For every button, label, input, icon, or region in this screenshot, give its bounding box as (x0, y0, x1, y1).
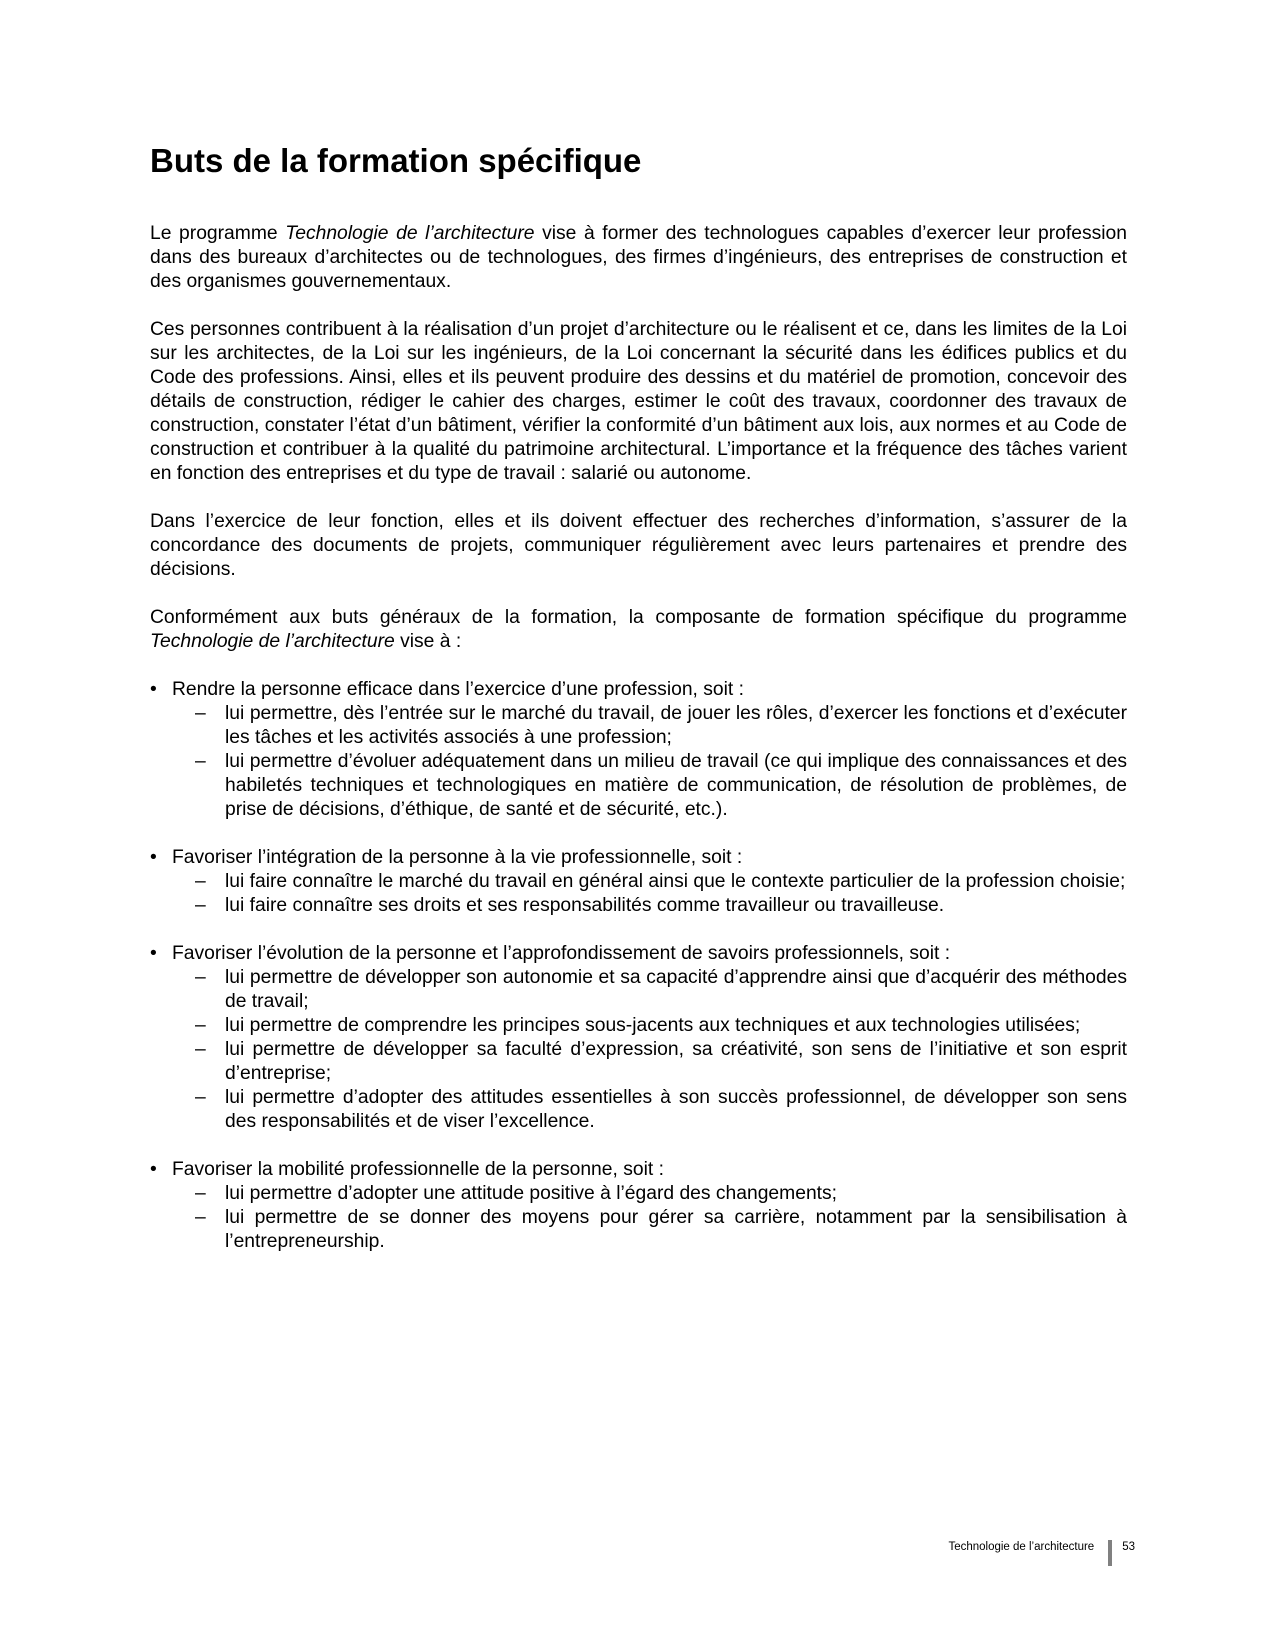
sub-item (172, 966, 1127, 1014)
sub-item (172, 1086, 1127, 1134)
sub-item (172, 1014, 1127, 1038)
dash-icon: – (195, 966, 206, 988)
page-footer (948, 1540, 1135, 1566)
sub-item (172, 750, 1127, 822)
page-content (150, 140, 1127, 1278)
goal-item (150, 678, 1127, 822)
goal-label: Favoriser l’intégration de la personne à la vie professionnelle, soit : (172, 846, 743, 868)
dash-icon: – (195, 1086, 206, 1108)
sub-item-text: lui permettre d’adopter des attitudes essentielles à son succès professionnel, de développer son sens des responsabilités et de viser l’excellence. (225, 1086, 1127, 1132)
sub-item (172, 702, 1127, 750)
bullet-icon: • (150, 678, 157, 700)
bullet-icon: • (150, 1158, 157, 1180)
footer-document-title: Technologie de l’architecture (948, 1541, 1095, 1553)
goal-label: Rendre la personne efficace dans l’exercice d’une profession, soit : (172, 678, 744, 700)
sub-item-text: lui faire connaître ses droits et ses responsabilités comme travailleur ou travailleuse. (225, 894, 945, 916)
responsibilities-paragraph: Ces personnes contribuent à la réalisation d’un projet d’architecture ou le réalisent et ce, dans les limites de la Loi sur les architectes, de la Loi sur les ingénieurs, de la Loi concernant la sécurité dans les édifices publics et du Code des professions. Ainsi, elles et ils peuvent produire des dessins et du matériel de promotion, concevoir des détails de construction, rédiger le cahier des charges, estimer le coût des travaux, coordonner des travaux de construction, constater l’état d’un bâtiment, vérifier la conformité d’un bâtiment aux lois, aux normes et au Code de construction et contribuer à la qualité du patrimoine architectural. L’importance et la fréquence des tâches varient en fonction des entreprises et du type de travail : salarié ou autonome. (150, 318, 1127, 484)
sub-item-text: lui permettre de comprendre les principes sous-jacents aux techniques et aux technologies utilisées; (225, 1014, 1081, 1036)
sub-item (172, 1206, 1127, 1254)
sub-item (172, 1182, 1127, 1206)
bullet-icon: • (150, 942, 157, 964)
sub-item (172, 870, 1127, 894)
sub-item-text: lui permettre de se donner des moyens pour gérer sa carrière, notamment par la sensibilisation à l’entrepreneurship. (225, 1206, 1127, 1252)
footer-separator (1108, 1540, 1112, 1566)
sub-item-text: lui permettre d’évoluer adéquatement dans un milieu de travail (ce qui implique des connaissances et des habiletés techniques et technologiques en matière de communication, de résolution de problèmes, de prise de décisions, d’éthique, de santé et de sécurité, etc.). (225, 750, 1127, 820)
sub-item (172, 894, 1127, 918)
sub-item-text: lui faire connaître le marché du travail en général ainsi que le contexte particulier de la profession choisie; (225, 870, 1126, 892)
sub-item (172, 1038, 1127, 1086)
goal-label: Favoriser l’évolution de la personne et l’approfondissement de savoirs professionnels, soit : (172, 942, 951, 964)
dash-icon: – (195, 1206, 206, 1228)
goal-item (150, 1158, 1127, 1254)
goals-intro-before: Conformément aux buts généraux de la formation, la composante de formation spécifique du programme (150, 606, 1127, 628)
dash-icon: – (195, 750, 206, 772)
dash-icon: – (195, 870, 206, 892)
dash-icon: – (195, 1038, 206, 1060)
sub-item-text: lui permettre, dès l’entrée sur le marché du travail, de jouer les rôles, d’exercer les fonctions et d’exécuter les tâches et les activités associés à une profession; (225, 702, 1127, 748)
dash-icon: – (195, 894, 206, 916)
goal-sublist (172, 870, 1127, 918)
goals-list (150, 678, 1127, 1254)
goal-sublist (172, 966, 1127, 1134)
sub-item-text: lui permettre de développer sa faculté d’expression, sa créativité, son sens de l’initiative et son esprit d’entreprise; (225, 1038, 1127, 1084)
functions-paragraph: Dans l’exercice de leur fonction, elles et ils doivent effectuer des recherches d’information, s’assurer de la concordance des documents de projets, communiquer régulièrement avec leurs partenaires et prendre des décisions. (150, 510, 1127, 580)
sub-item-text: lui permettre d’adopter une attitude positive à l’égard des changements; (225, 1182, 838, 1204)
intro-text-before: Le programme (150, 222, 286, 244)
page-title: Buts de la formation spécifique (150, 142, 642, 179)
goals-intro-after: vise à : (394, 630, 462, 652)
dash-icon: – (195, 1014, 206, 1036)
intro-text-after: vise à former des technologues capables d’exercer leur profession dans des bureaux d’architectes ou de technologues, des firmes d’ingénieurs, des entreprises de construction et des organismes gouvernementaux. (150, 222, 1127, 292)
goal-item (150, 846, 1127, 918)
goal-item (150, 942, 1127, 1134)
bullet-icon: • (150, 846, 157, 868)
intro-paragraph (150, 222, 1127, 294)
goals-intro-paragraph (150, 606, 1127, 654)
dash-icon: – (195, 702, 206, 724)
goal-label: Favoriser la mobilité professionnelle de la personne, soit : (172, 1158, 664, 1180)
goal-sublist (172, 1182, 1127, 1254)
dash-icon: – (195, 1182, 206, 1204)
sub-item-text: lui permettre de développer son autonomie et sa capacité d’apprendre ainsi que d’acquérir des méthodes de travail; (225, 966, 1127, 1012)
program-name: Technologie de l’architecture (150, 630, 395, 652)
page-number: 53 (1122, 1541, 1135, 1553)
program-name: Technologie de l’architecture (285, 222, 535, 244)
goal-sublist (172, 702, 1127, 822)
